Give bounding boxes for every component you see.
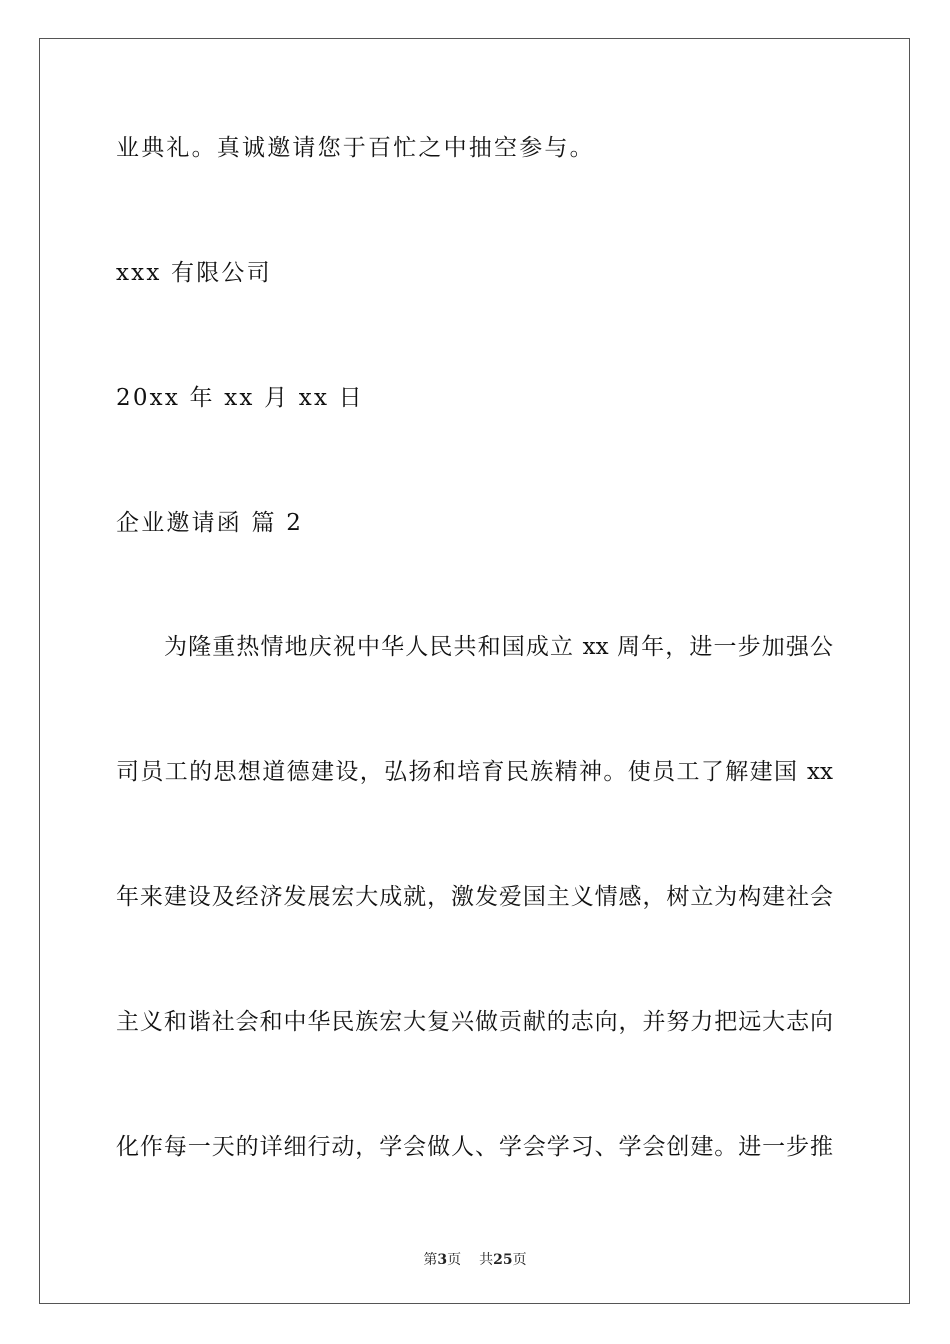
company-name: xxx 有限公司	[116, 260, 272, 286]
footer-total-pages: 25	[493, 1252, 513, 1268]
text-line: 司员工的思想道德建设，弘扬和培育民族精神。使员工了解建国 xx	[116, 759, 833, 785]
text-line: 化作每一天的详细行动，学会做人、学会学习、学会创建。进一步推	[116, 1134, 833, 1160]
text-line: 业典礼。真诚邀请您于百忙之中抽空参与。	[116, 135, 595, 161]
text-line: 年来建设及经济发展宏大成就，激发爱国主义情感，树立为构建社会	[116, 884, 833, 910]
section-heading: 企业邀请函 篇 2	[116, 510, 304, 536]
footer-current-page: 3	[437, 1252, 448, 1268]
page-frame	[39, 38, 910, 1304]
page-footer	[0, 1249, 950, 1269]
text-line: 主义和谐社会和中华民族宏大复兴做贡献的志向，并努力把远大志向	[116, 1009, 833, 1035]
footer-page-suffix: 页	[447, 1252, 462, 1268]
date-line: 20xx 年 xx 月 xx 日	[116, 385, 364, 411]
footer-total-prefix: 共	[479, 1252, 494, 1268]
footer-page-prefix: 第	[423, 1252, 438, 1268]
footer-total-suffix: 页	[512, 1252, 527, 1268]
text-line: 为隆重热情地庆祝中华人民共和国成立 xx 周年，进一步加强公	[164, 634, 833, 660]
